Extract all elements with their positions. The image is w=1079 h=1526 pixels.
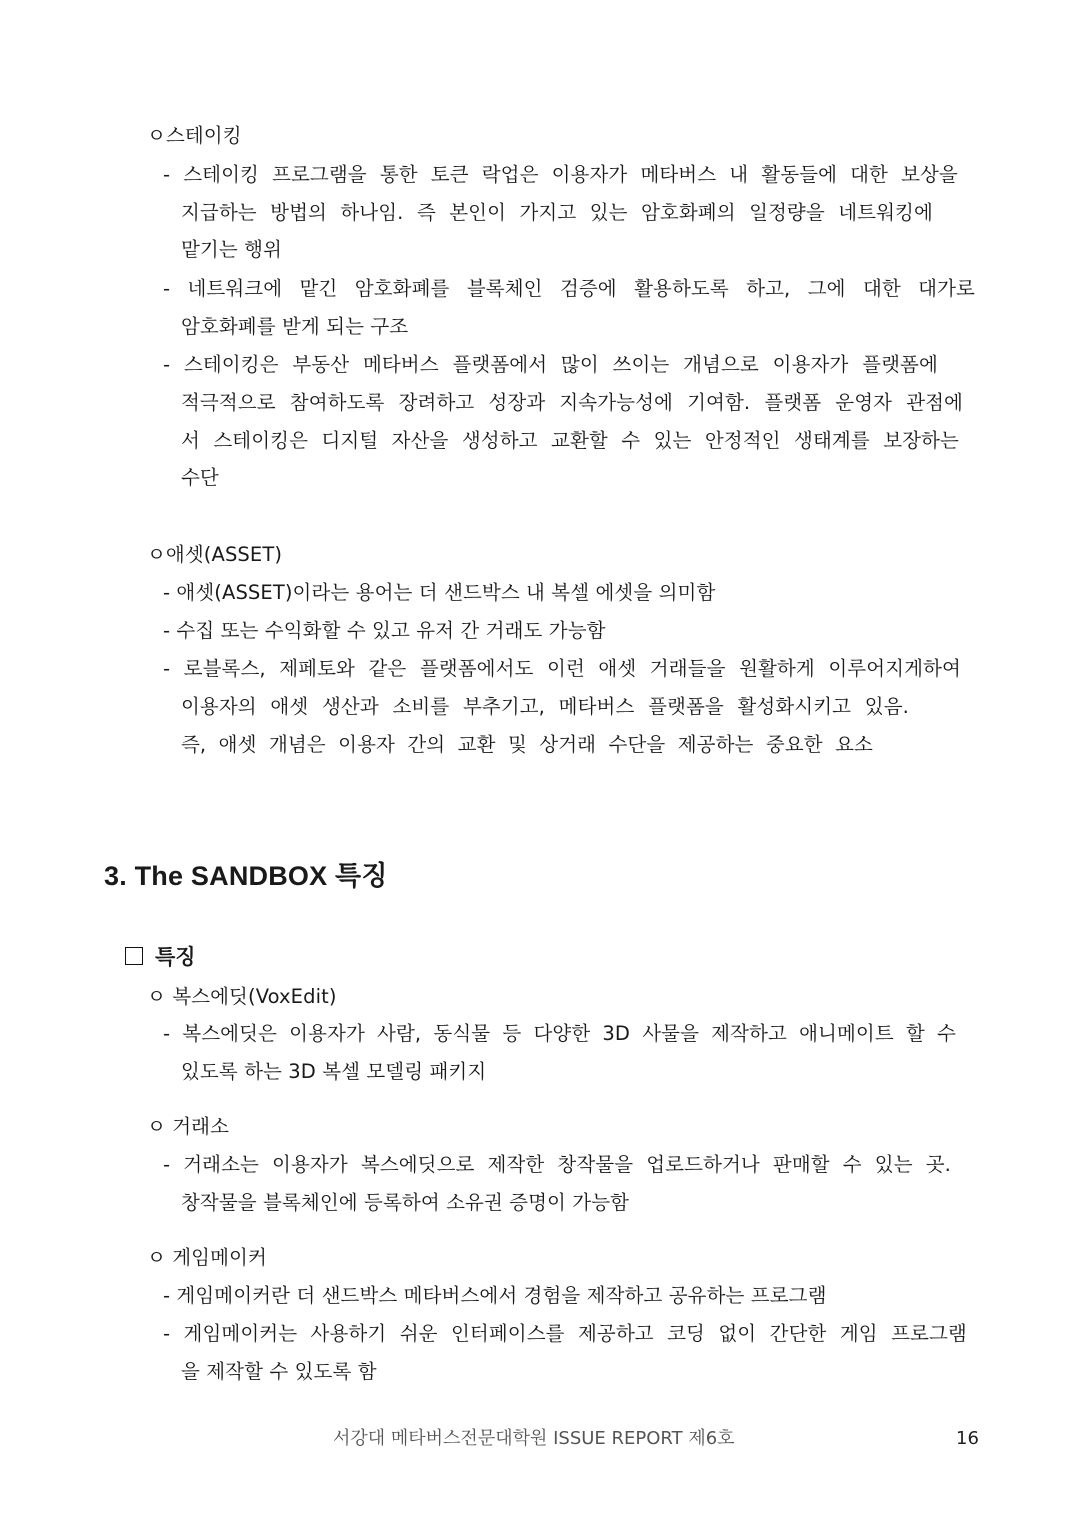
word: 게임메이커는 [183, 1322, 298, 1345]
word: 제공하는 [677, 733, 754, 756]
asset-line-3 [163, 656, 961, 682]
word: 제작한 [487, 1153, 545, 1176]
word: 보장하는 [883, 429, 959, 452]
word: 쉬운 [399, 1322, 438, 1345]
word: 운영자 [835, 391, 893, 414]
word: 기여함. [687, 391, 751, 414]
word: 등 [502, 1022, 522, 1045]
asset-line-5 [181, 732, 873, 758]
word: 메타버스 [640, 163, 717, 186]
word: 사용하기 [310, 1322, 387, 1345]
word: 업로드하거나 [646, 1153, 760, 1176]
word: 소비를 [392, 695, 450, 718]
word: - [163, 1153, 171, 1176]
word: 제공하고 [577, 1322, 654, 1345]
gamemaker-line-2 [163, 1321, 967, 1347]
staking-line-9: 수단 [181, 466, 219, 489]
word: 네트워킹에 [838, 201, 933, 224]
word: 관점에 [906, 391, 963, 414]
word: 상거래 [539, 733, 597, 756]
word: 교환할 [551, 429, 608, 452]
market-line-2: 창작물을 블록체인에 등록하여 소유권 증명이 가능함 [181, 1191, 630, 1214]
staking-line-7 [181, 390, 963, 416]
word: 로블록스, [183, 657, 266, 680]
features-subheading-label: 특징 [155, 945, 196, 969]
word: 및 [507, 733, 527, 756]
word: 보상을 [901, 163, 958, 186]
word: 생산과 [321, 695, 379, 718]
word: 가지고 [519, 201, 577, 224]
word: 프로그램을 [272, 163, 367, 186]
word: 사람, [377, 1022, 422, 1045]
word: 교환 [457, 733, 496, 756]
word: 동식물 [433, 1022, 491, 1045]
word: 디지털 [321, 429, 379, 452]
word: 수 [842, 1153, 862, 1176]
word: 인터페이스를 [450, 1322, 565, 1345]
word: 거래소는 [183, 1153, 259, 1176]
word: 코딩 [667, 1322, 705, 1345]
word: 쓰이는 [612, 353, 670, 376]
staking-line-6 [163, 352, 938, 378]
word: 제페토와 [279, 657, 355, 680]
word: 제작하고 [711, 1022, 787, 1045]
staking-line-4 [163, 276, 975, 302]
market-line-1 [163, 1152, 951, 1178]
word: 같은 [368, 657, 407, 680]
word: 서 [181, 429, 200, 452]
staking-line-1 [163, 162, 958, 188]
word: 즉, [181, 733, 207, 756]
word: 블록체인 [466, 277, 543, 300]
word: 네트워크에 [187, 277, 283, 300]
word: 대한 [850, 163, 888, 186]
word: 적극적으로 [181, 391, 276, 414]
word: 이루어지게하여 [828, 657, 961, 680]
word: 많이 [560, 353, 599, 376]
word: 지속가능성에 [559, 391, 673, 414]
staking-line-3: 맡기는 행위 [181, 238, 282, 261]
word: 맡긴 [299, 277, 338, 300]
word: 중요한 [765, 733, 823, 756]
asset-line-4 [181, 694, 909, 720]
word: 메타버스 [362, 353, 439, 376]
word: 프로그램 [891, 1322, 967, 1345]
word: 판매할 [772, 1153, 830, 1176]
voxedit-line-2: 있도록 하는 3D 복셀 모델링 패키지 [181, 1060, 487, 1083]
word: 플랫폼에서도 [419, 657, 534, 680]
word: 애셋 [218, 733, 257, 756]
word: 수 [621, 429, 641, 452]
word: 검증에 [559, 277, 617, 300]
word: 개념으로 [683, 353, 759, 376]
word: 이용자가 [289, 1022, 365, 1045]
word: 플랫폼에서 [452, 353, 548, 376]
asset-line-2: - 수집 또는 수익화할 수 있고 유저 간 거래도 가능함 [163, 619, 606, 642]
word: 대한 [862, 277, 901, 300]
voxedit-title: ㅇ 복스에딧(VoxEdit) [147, 985, 337, 1008]
word: 스테이킹 [183, 163, 259, 186]
word: - [163, 657, 171, 680]
voxedit-line-1 [163, 1021, 956, 1047]
word: 없이 [718, 1322, 757, 1345]
word: 생태계를 [794, 429, 870, 452]
word: 애니메이트 [799, 1022, 894, 1045]
word: - [163, 277, 171, 300]
page-number: 16 [956, 1428, 979, 1449]
word: 할 [905, 1022, 925, 1045]
word: 개념은 [268, 733, 326, 756]
word: 있는 [874, 1153, 913, 1176]
word: 그에 [807, 277, 846, 300]
word: 토큰 [430, 163, 469, 186]
staking-line-8 [181, 428, 959, 454]
word: 통한 [379, 163, 418, 186]
word: 부동산 [292, 353, 350, 376]
word: 있는 [653, 429, 692, 452]
word: 복스에딧으로 [360, 1153, 475, 1176]
word: 3D [602, 1022, 631, 1045]
word: - [163, 1322, 171, 1345]
word: 곳. [925, 1153, 951, 1176]
word: 장려하고 [398, 391, 475, 414]
gamemaker-title: ㅇ 게임메이커 [147, 1246, 267, 1269]
word: 활동들에 [761, 163, 838, 186]
word: 하나임. [340, 201, 404, 224]
word: 이용자가 [272, 1153, 348, 1176]
word: 안정적인 [704, 429, 781, 452]
word: 내 [729, 163, 749, 186]
word: 자산을 [391, 429, 449, 452]
word: - [163, 353, 171, 376]
word: 플랫폼에 [862, 353, 938, 376]
word: 참여하도록 [289, 391, 385, 414]
word: 락업은 [481, 163, 539, 186]
word: 이용자의 [181, 695, 257, 718]
word: 활용하도록 [634, 277, 729, 300]
features-subheading [125, 943, 196, 971]
word: 암호화폐의 [640, 201, 736, 224]
word: 사물을 [642, 1022, 700, 1045]
word: 본인이 [449, 201, 507, 224]
word: 있는 [589, 201, 628, 224]
section-heading: 3. The SANDBOX 특징 [104, 861, 388, 891]
checkbox-icon [125, 947, 143, 965]
asset-title: ㅇ애셋(ASSET) [147, 543, 283, 566]
word: 창작물을 [557, 1153, 634, 1176]
staking-title: ㅇ스테이킹 [147, 124, 242, 147]
word: 이런 [547, 657, 585, 680]
word: 요소 [835, 733, 873, 756]
word: 플랫폼을 [648, 695, 724, 718]
word: 일정량을 [749, 201, 825, 224]
word: 수단을 [608, 733, 666, 756]
word: 다양한 [533, 1022, 591, 1045]
word: 암호화폐를 [354, 277, 450, 300]
word: 간의 [407, 733, 446, 756]
staking-line-2 [181, 200, 933, 226]
word: 거래들을 [649, 657, 726, 680]
word: 성장과 [488, 391, 546, 414]
word: 스테이킹은 [213, 429, 309, 452]
word: 생성하고 [461, 429, 538, 452]
word: 있음. [864, 695, 909, 718]
gamemaker-line-3: 을 제작할 수 있도록 함 [181, 1360, 377, 1383]
word: - [163, 163, 171, 186]
word: 애셋 [598, 657, 637, 680]
gamemaker-line-1: - 게임메이커란 더 샌드박스 메타버스에서 경험을 제작하고 공유하는 프로그램 [163, 1284, 827, 1307]
word: 복스에딧은 [182, 1022, 277, 1045]
word: 활성화시키고 [737, 695, 852, 718]
word: 부추기고, [462, 695, 545, 718]
word: 이용자가 [772, 353, 849, 376]
word: 수 [937, 1022, 956, 1045]
word: 즉 [416, 201, 436, 224]
word: 대가로 [918, 277, 975, 300]
word: 지급하는 [181, 201, 257, 224]
word: 메타버스 [558, 695, 635, 718]
word: 스테이킹은 [183, 353, 279, 376]
word: 간단한 [769, 1322, 827, 1345]
word: - [163, 1022, 171, 1045]
word: 플랫폼 [764, 391, 822, 414]
footer-text: 서강대 메타버스전문대학원 ISSUE REPORT 제6호 [333, 1428, 735, 1449]
word: 이용자 [338, 733, 395, 756]
word: 이용자가 [551, 163, 628, 186]
word: 애셋 [270, 695, 309, 718]
market-title: ㅇ 거래소 [147, 1115, 230, 1138]
word: 게임 [839, 1322, 878, 1345]
word: 방법의 [270, 201, 327, 224]
staking-line-5: 암호화폐를 받게 되는 구조 [181, 315, 409, 338]
word: 원활하게 [739, 657, 815, 680]
asset-line-1: - 애셋(ASSET)이라는 용어는 더 샌드박스 내 복셀 에셋을 의미함 [163, 581, 716, 604]
word: 하고, [746, 277, 791, 300]
